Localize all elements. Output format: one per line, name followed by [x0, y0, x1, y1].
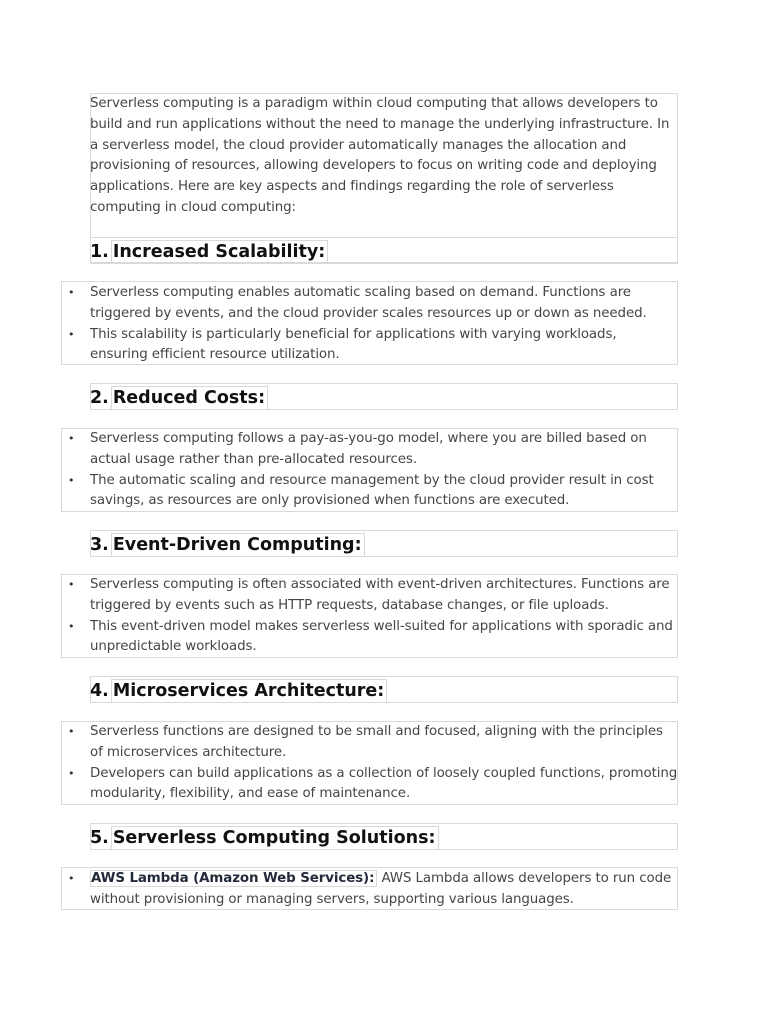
list-item-text: AWS Lambda allows developers to run code without provisioning or managing servers, supporting various languages.: [90, 871, 672, 907]
section-3-heading: [90, 533, 365, 557]
list-item-text: Developers can build applications as a collection of loosely coupled functions, promoting modularity, flexibility, and ease of maintenance.: [90, 765, 678, 802]
bullet-icon: •: [68, 473, 75, 487]
section-2-number: 2.: [90, 388, 109, 408]
list-item: [61, 722, 678, 764]
section-3-number: 3.: [90, 535, 109, 555]
list-item: [61, 575, 678, 617]
section-2-list: [61, 429, 678, 512]
list-item: [61, 283, 678, 325]
bullet-icon: •: [68, 578, 75, 591]
list-item: [61, 764, 678, 806]
section-4-title: Microservices Architecture:: [111, 679, 387, 703]
bullet-icon: •: [68, 327, 75, 341]
list-item-text: Serverless computing enables automatic scaling based on demand. Functions are triggered by events, and the cloud provider scales resources up or down as needed.: [90, 285, 647, 321]
list-item-text: This scalability is particularly beneficial for applications with varying workloads, ensuring efficient resource utilization.: [90, 326, 617, 363]
bullet-icon: •: [68, 872, 75, 885]
section-1-heading: [90, 240, 328, 264]
list-item-text: Serverless computing follows a pay-as-you-go model, where you are billed based on actual usage rather than pre-allocated resources.: [90, 431, 647, 467]
list-item: [61, 325, 678, 367]
list-item-text: The automatic scaling and resource management by the cloud provider result in cost savings, as resources are only provisioned when functions are executed.: [90, 472, 654, 509]
list-item: [61, 429, 678, 471]
bullet-icon: •: [68, 766, 75, 780]
bullet-icon: •: [68, 725, 75, 738]
intro-paragraph: Serverless computing is a paradigm within cloud computing that allows developers to build and run applications without the need to manage the underlying infrastructure. In a serverless model, the cloud provider automatically manages the allocation and provisioning of resources, allowing developers to focus on writing code and deploying applications. Here are key aspects and findings regarding the role of serverless computing in cloud computing:: [90, 96, 670, 215]
list-item: [61, 617, 678, 659]
list-item: [61, 869, 678, 911]
bullet-icon: •: [68, 286, 75, 299]
list-item: [61, 471, 678, 513]
section-5-number: 5.: [90, 828, 109, 848]
section-5-list: [61, 869, 678, 911]
section-1-list: [61, 283, 678, 366]
section-2-heading: [90, 386, 268, 410]
list-item-text: This event-driven model makes serverless well-suited for applications with sporadic and unpredictable workloads.: [90, 618, 673, 655]
list-item-text: Serverless computing is often associated with event-driven architectures. Functions are triggered by events such as HTTP requests, database changes, or file uploads.: [90, 577, 670, 613]
section-5-heading: [90, 826, 439, 850]
section-4-list: [61, 722, 678, 805]
section-1-title: Increased Scalability:: [111, 240, 328, 264]
section-1-number: 1.: [90, 242, 109, 262]
bullet-icon: •: [68, 619, 75, 633]
aws-lambda-term: AWS Lambda (Amazon Web Services):: [90, 870, 377, 887]
section-4-heading: [90, 679, 387, 703]
section-5-title: Serverless Computing Solutions:: [111, 826, 439, 850]
section-3-list: [61, 575, 678, 658]
section-2-title: Reduced Costs:: [111, 386, 268, 410]
bullet-icon: •: [68, 432, 75, 445]
list-item-text: Serverless functions are designed to be small and focused, aligning with the principles of microservices architecture.: [90, 724, 663, 760]
section-4-number: 4.: [90, 681, 109, 701]
section-3-title: Event-Driven Computing:: [111, 533, 365, 557]
